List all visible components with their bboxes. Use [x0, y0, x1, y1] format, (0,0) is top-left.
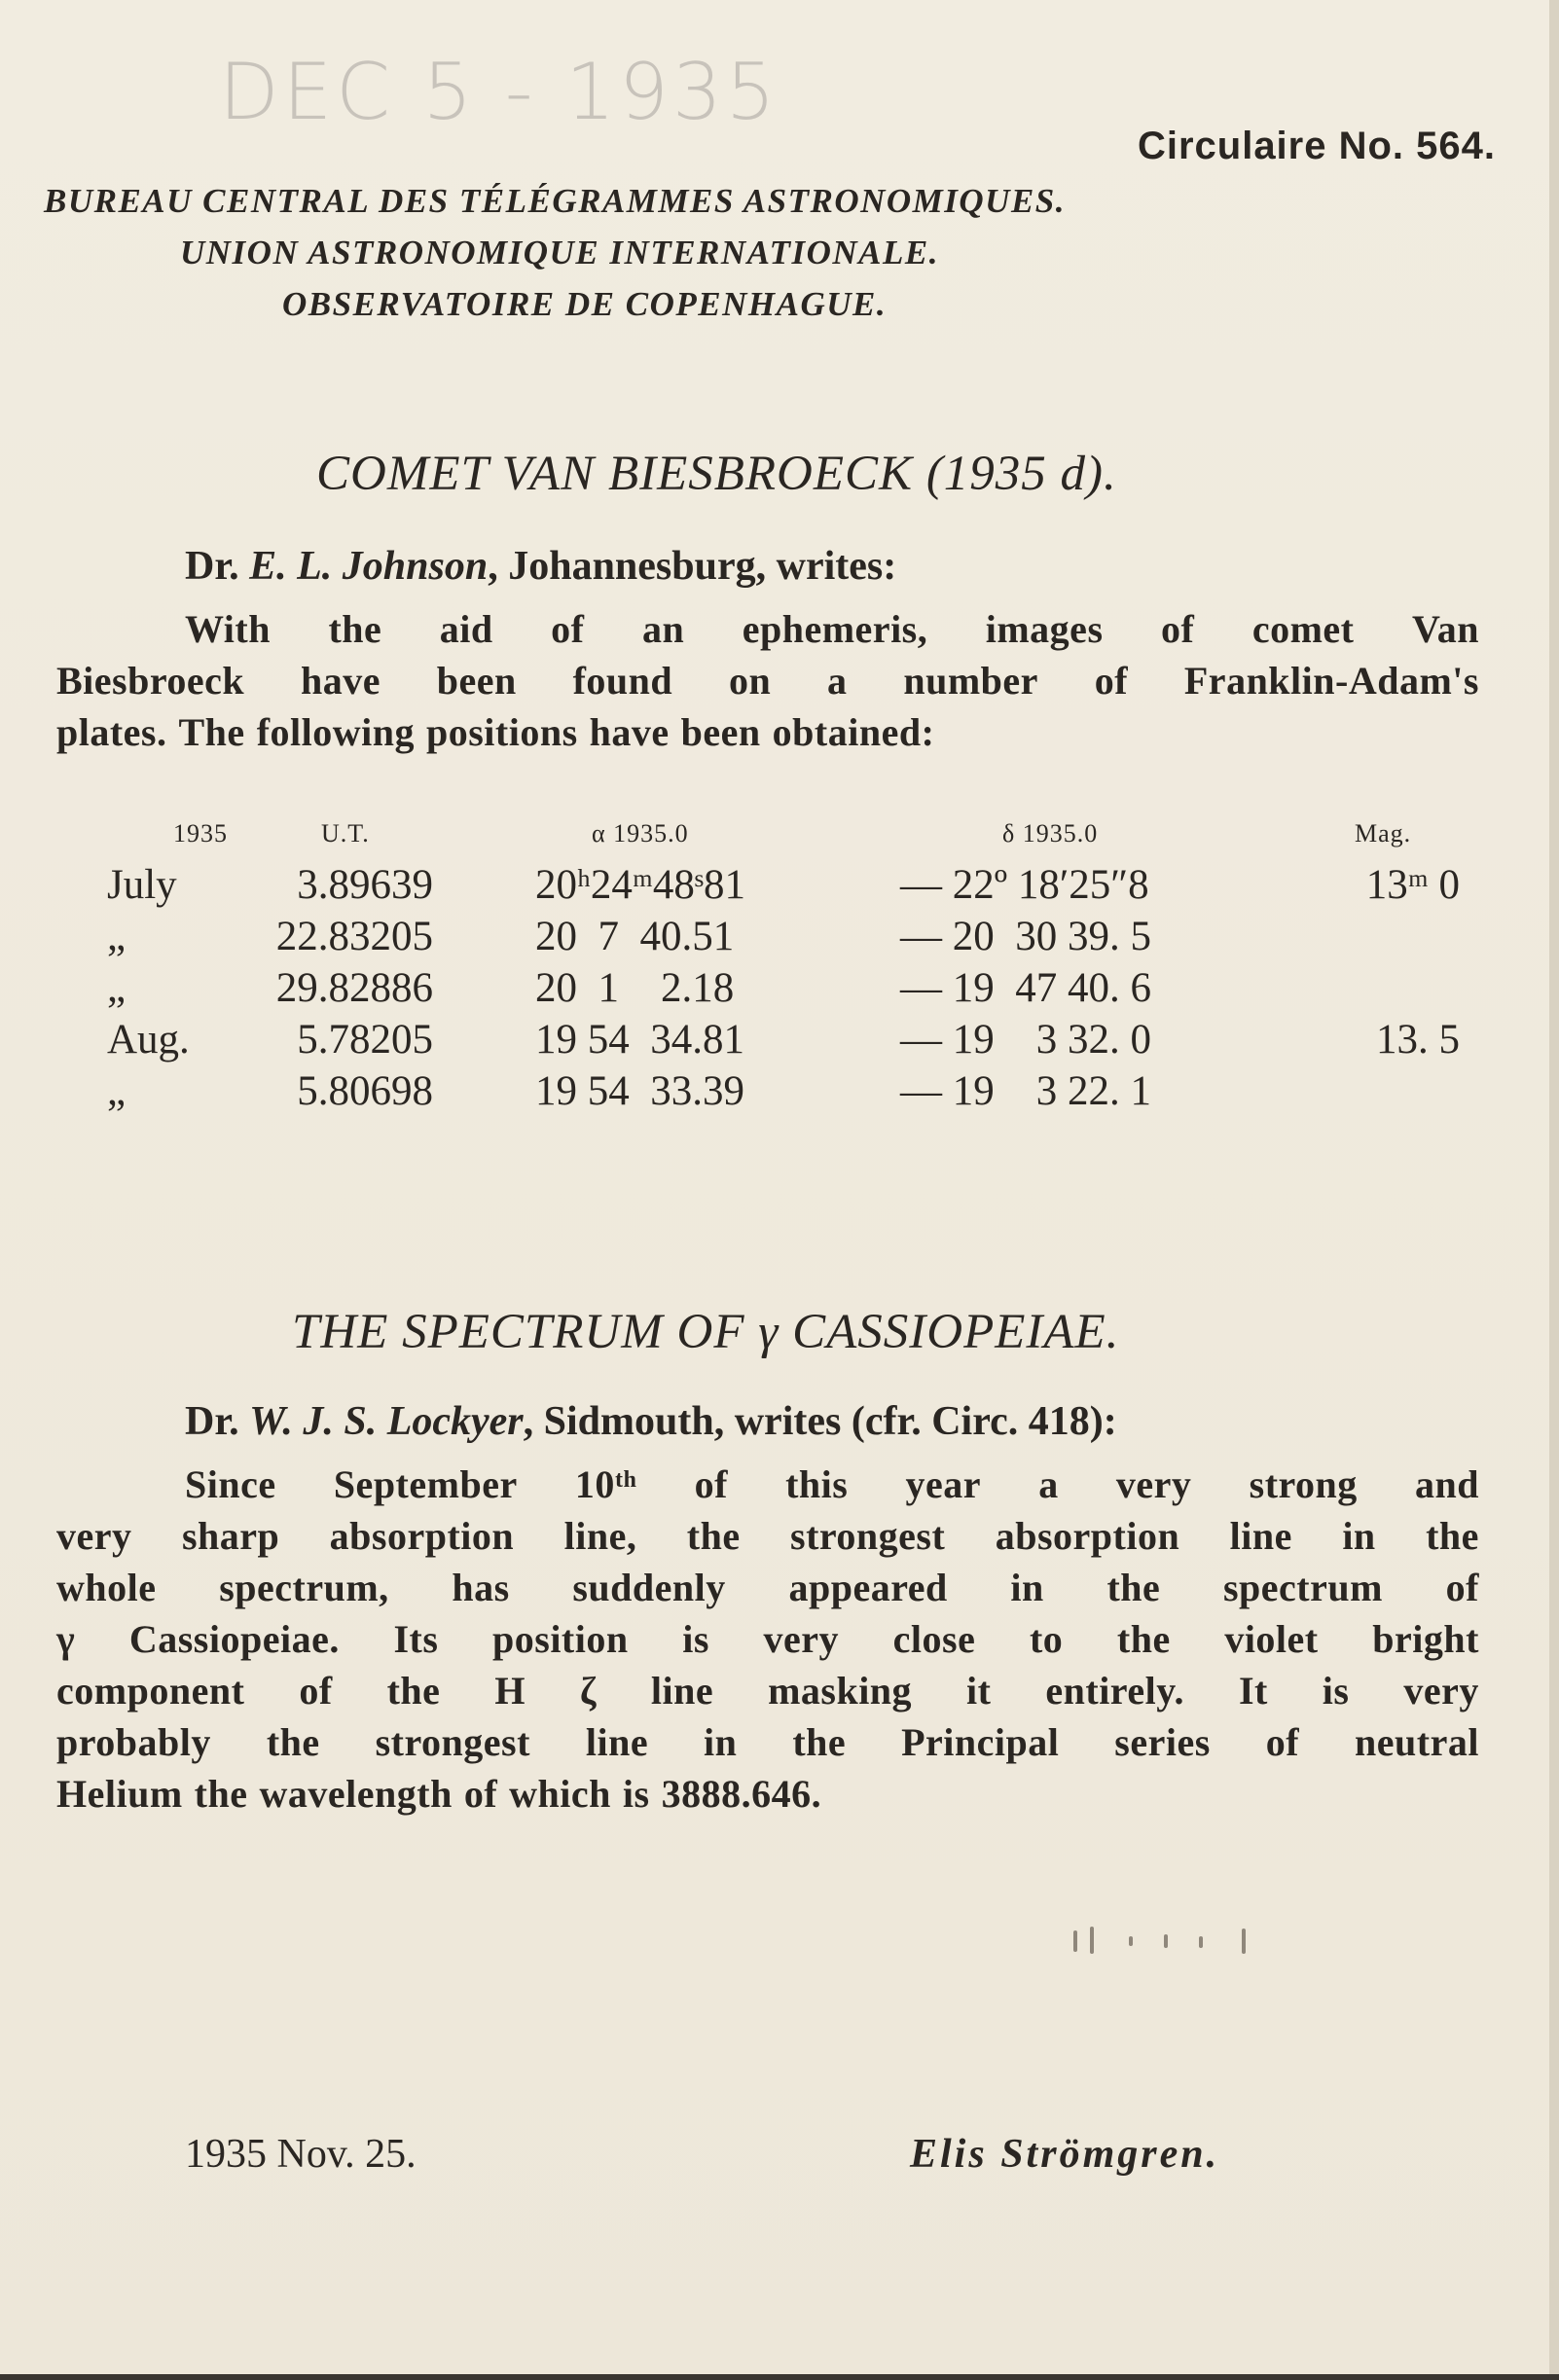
word: probably: [56, 1720, 211, 1764]
word: strongest: [790, 1514, 946, 1558]
word: of: [1445, 1566, 1479, 1609]
cell-ra: 19 54 33.39: [535, 1068, 744, 1114]
cell-ra: 19 54 34.81: [535, 1017, 744, 1063]
intro-dr: Dr.: [185, 1399, 239, 1444]
cell-dec: — 22º 18′25″8: [900, 862, 1149, 908]
word: is: [682, 1617, 709, 1661]
word: the: [686, 1514, 741, 1558]
word: It: [1238, 1669, 1268, 1713]
word: the: [328, 607, 382, 651]
word: images: [985, 607, 1104, 651]
word: have: [300, 659, 381, 703]
section1-paragraph: [56, 603, 1479, 758]
word: positions: [425, 710, 578, 754]
word: very: [56, 1514, 132, 1558]
card-edge-bottom: [0, 2374, 1559, 2380]
header-bureau: BUREAU CENTRAL DES TÉLÉGRAMMES ASTRONOMIQUES.: [44, 182, 1067, 220]
word: in: [704, 1720, 738, 1764]
cell-ra: 20ʰ24ᵐ48ˢ81: [535, 862, 745, 908]
table-header-mag: Mag.: [1355, 819, 1412, 847]
word: strong: [1249, 1462, 1358, 1506]
section2-paragraph: [56, 1459, 1479, 1820]
header-observatory: OBSERVATOIRE DE COPENHAGUE.: [282, 285, 888, 323]
word: With: [185, 607, 271, 651]
section-title-spectrum: THE SPECTRUM OF γ CASSIOPEIAE.: [292, 1305, 1120, 1359]
word: wavelength: [259, 1772, 453, 1816]
signature: Elis Strömgren.: [910, 2132, 1220, 2177]
intro-rest: , Sidmouth, writes (cfr. Circ. 418):: [523, 1399, 1117, 1444]
word: absorption: [995, 1514, 1180, 1558]
word: following: [256, 710, 415, 754]
word: to: [1029, 1617, 1064, 1661]
cell-mag: 13ᵐ 0: [1365, 862, 1460, 908]
word: line: [650, 1669, 714, 1713]
cell-month: „: [107, 965, 127, 1011]
circular-number: Circulaire No. 564.: [1137, 125, 1496, 167]
word: appeared: [788, 1566, 948, 1609]
word: sharp: [181, 1514, 280, 1558]
word: of: [1161, 607, 1195, 651]
word: found: [572, 659, 673, 703]
word: this: [785, 1462, 849, 1506]
word: absorption: [329, 1514, 515, 1558]
cell-ut: 22.83205: [275, 914, 433, 959]
word: series: [1114, 1720, 1211, 1764]
para-line: [56, 1716, 1479, 1768]
word: Biesbroeck: [56, 659, 245, 703]
word: is: [622, 1772, 650, 1816]
word: whole: [56, 1566, 157, 1609]
word: line: [585, 1720, 649, 1764]
header-union: UNION ASTRONOMIQUE INTERNATIONALE.: [180, 234, 939, 271]
word: of: [551, 607, 585, 651]
word: very: [1403, 1669, 1479, 1713]
cell-dec: — 20 30 39. 5: [900, 914, 1151, 959]
word: is: [1322, 1669, 1350, 1713]
mark-tick: [1129, 1936, 1133, 1946]
cell-ut: 5.80698: [297, 1068, 433, 1114]
word: H: [494, 1669, 526, 1713]
word: plates.: [56, 710, 167, 754]
cell-ut: 29.82886: [275, 965, 433, 1011]
word: of: [463, 1772, 498, 1816]
para-line: [56, 603, 1479, 655]
word: obtained:: [772, 710, 935, 754]
word: Franklin-Adam's: [1183, 659, 1479, 703]
para-line: [56, 1768, 1479, 1820]
word: have: [589, 710, 670, 754]
word: line: [1229, 1514, 1292, 1558]
para-line: [56, 655, 1479, 706]
cell-month: „: [107, 914, 127, 959]
intro-dr: Dr.: [185, 544, 239, 589]
word: 10ᵗʰ: [574, 1462, 637, 1506]
issue-date: 1935 Nov. 25.: [185, 2132, 417, 2177]
word: of: [1265, 1720, 1300, 1764]
word: of: [694, 1462, 728, 1506]
word: the: [792, 1720, 847, 1764]
word: year: [905, 1462, 982, 1506]
table-header-dec: δ 1935.0: [1002, 819, 1099, 847]
word: the: [1116, 1617, 1171, 1661]
word: the: [1106, 1566, 1161, 1609]
word: masking: [768, 1669, 913, 1713]
mark-tick: [1242, 1929, 1246, 1954]
para-line: [56, 1510, 1479, 1562]
word: of: [1094, 659, 1129, 703]
word: entirely.: [1045, 1669, 1184, 1713]
cell-dec: — 19 3 22. 1: [900, 1068, 1151, 1114]
word: in: [1342, 1514, 1376, 1558]
word: on: [728, 659, 772, 703]
word: been: [436, 659, 517, 703]
cell-ra: 20 1 2.18: [535, 965, 735, 1011]
word: component: [56, 1669, 245, 1713]
word: violet: [1224, 1617, 1319, 1661]
word: of: [299, 1669, 333, 1713]
word: the: [1426, 1514, 1479, 1558]
mark-tick: [1073, 1930, 1077, 1952]
word: aid: [439, 607, 493, 651]
word: ephemeris,: [742, 607, 928, 651]
word: and: [1414, 1462, 1479, 1506]
word: 3888.646.: [661, 1772, 822, 1816]
para-line: [56, 1562, 1479, 1613]
table-header-year: 1935: [173, 819, 228, 847]
word: a: [1038, 1462, 1059, 1506]
cell-month: „: [107, 1068, 127, 1114]
word: strongest: [375, 1720, 530, 1764]
cell-ut: 5.78205: [297, 1017, 433, 1063]
section2-intro: [185, 1398, 1117, 1445]
word: spectrum,: [219, 1566, 389, 1609]
section-title-comet: COMET VAN BIESBROECK (1935 d).: [316, 447, 1117, 501]
cell-month: July: [107, 862, 177, 908]
word: very: [763, 1617, 840, 1661]
intro-rest: , Johannesburg, writes:: [488, 544, 897, 589]
word: has: [452, 1566, 510, 1609]
word: close: [892, 1617, 976, 1661]
cell-ut: 3.89639: [297, 862, 433, 908]
word: the: [266, 1720, 320, 1764]
word: a: [827, 659, 848, 703]
mark-tick: [1164, 1934, 1168, 1948]
word: very: [1115, 1462, 1192, 1506]
word: γ: [56, 1617, 76, 1661]
word: in: [1010, 1566, 1044, 1609]
word: The: [178, 710, 245, 754]
mark-tick: [1199, 1936, 1203, 1948]
author-name: E. L. Johnson: [249, 544, 489, 589]
table-header-ut: U.T.: [321, 819, 370, 847]
cell-dec: — 19 3 32. 0: [900, 1017, 1151, 1063]
received-date-stamp: DEC 5 - 1935: [219, 47, 780, 137]
word: Helium: [56, 1772, 183, 1816]
cell-month: Aug.: [107, 1017, 190, 1063]
table-header-ra: α 1935.0: [592, 819, 689, 847]
word: suddenly: [572, 1566, 726, 1609]
cell-mag: 13. 5: [1376, 1017, 1460, 1063]
word: Van: [1412, 607, 1479, 651]
author-name: W. J. S. Lockyer: [249, 1399, 524, 1444]
word: line,: [563, 1514, 637, 1558]
word: the: [194, 1772, 248, 1816]
word: bright: [1372, 1617, 1479, 1661]
word: it: [966, 1669, 992, 1713]
word: Since: [185, 1462, 276, 1506]
word: number: [903, 659, 1038, 703]
word: comet: [1251, 607, 1355, 651]
word: which: [509, 1772, 611, 1816]
para-line: [56, 1459, 1479, 1510]
para-line: [56, 1665, 1479, 1716]
word: spectrum: [1222, 1566, 1383, 1609]
section1-intro: [185, 543, 896, 590]
word: September: [333, 1462, 518, 1506]
word: ζ: [579, 1669, 597, 1713]
word: an: [641, 607, 685, 651]
word: position: [492, 1617, 629, 1661]
card-edge-right: [1549, 0, 1559, 2380]
word: Its: [393, 1617, 439, 1661]
cell-dec: — 19 47 40. 6: [900, 965, 1151, 1011]
mark-tick: [1090, 1927, 1094, 1954]
para-line: [56, 1613, 1479, 1665]
word: been: [680, 710, 761, 754]
para-line: [56, 706, 1479, 758]
word: neutral: [1355, 1720, 1479, 1764]
word: the: [386, 1669, 441, 1713]
word: Principal: [901, 1720, 1060, 1764]
cell-ra: 20 7 40.51: [535, 914, 735, 959]
word: Cassiopeiae.: [128, 1617, 340, 1661]
